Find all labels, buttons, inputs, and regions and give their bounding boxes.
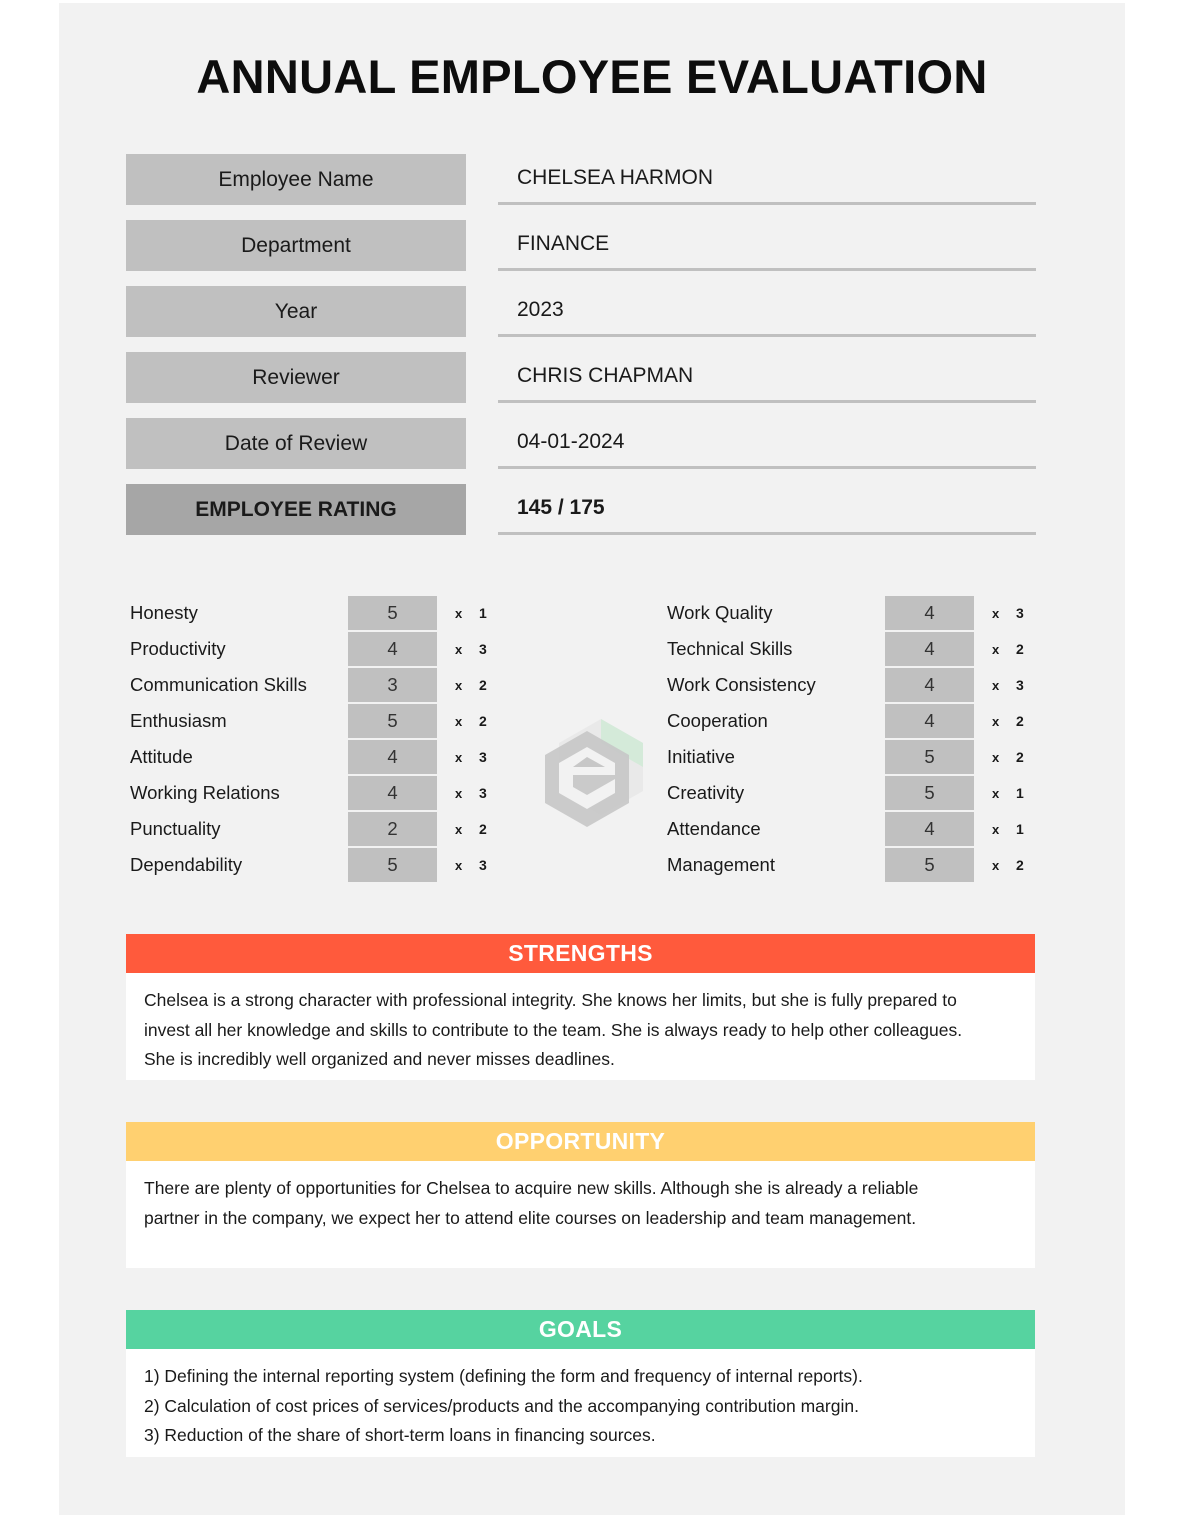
criterion-name: Cooperation [667, 710, 768, 731]
strengths-line: invest all her knowledge and skills to contribute to the team. She is always ready to help other colleagues. [144, 1019, 963, 1040]
criterion-weight: 3 [479, 749, 487, 765]
goal-line: 2) Calculation of cost prices of services/products and the accompanying contribution margin. [144, 1395, 859, 1416]
criterion-score: 4 [348, 632, 437, 666]
year-value: 2023 [498, 286, 1036, 337]
multiplier-sign: x [455, 750, 463, 765]
criterion-name: Work Quality [667, 602, 773, 623]
employee-name-value: CHELSEA HARMON [498, 154, 1036, 205]
multiplier-sign: x [455, 642, 463, 657]
criterion-weight: 3 [479, 785, 487, 801]
criterion-name: Communication Skills [130, 674, 307, 695]
multiplier-sign: x [455, 606, 463, 621]
multiplier-sign: x [455, 678, 463, 693]
criterion-weight: 3 [479, 641, 487, 657]
criterion-score: 5 [885, 776, 974, 810]
reviewer-label: Reviewer [126, 352, 466, 403]
criterion-weight: 3 [1016, 605, 1024, 621]
criterion-name: Dependability [130, 854, 243, 875]
criterion-score: 4 [348, 776, 437, 810]
review-date-value: 04-01-2024 [498, 418, 1036, 469]
multiplier-sign: x [455, 786, 463, 801]
opportunity-text [126, 1161, 1035, 1268]
multiplier-sign: x [455, 858, 463, 873]
criterion-weight: 2 [1016, 641, 1024, 657]
criterion-name: Honesty [130, 602, 198, 623]
opportunity-line: partner in the company, we expect her to attend elite courses on leadership and team management. [144, 1207, 917, 1228]
department-value: FINANCE [498, 220, 1036, 271]
year-label: Year [126, 286, 466, 337]
criterion-score: 4 [885, 632, 974, 666]
strengths-line: Chelsea is a strong character with professional integrity. She knows her limits, but she is fully prepared to [144, 990, 957, 1010]
employee-rating-label: EMPLOYEE RATING [126, 484, 466, 535]
criterion-name: Attitude [130, 746, 193, 767]
criterion-name: Initiative [667, 746, 735, 767]
criterion-score: 4 [348, 740, 437, 774]
criterion-score: 5 [348, 848, 437, 882]
watermark-logo-icon [539, 717, 649, 827]
criterion-score: 2 [348, 812, 437, 846]
criterion-weight: 1 [479, 605, 487, 621]
criterion-score: 5 [348, 704, 437, 738]
criterion-name: Productivity [130, 638, 226, 659]
criterion-score: 4 [885, 596, 974, 630]
strengths-text [126, 973, 1035, 1080]
goal-line: 3) Reduction of the share of short-term loans in financing sources. [144, 1425, 656, 1445]
criterion-weight: 2 [479, 677, 487, 693]
multiplier-sign: x [992, 858, 1000, 873]
multiplier-sign: x [992, 678, 1000, 693]
criterion-name: Enthusiasm [130, 710, 227, 731]
employee-rating-value: 145 / 175 [498, 484, 1036, 535]
criterion-name: Working Relations [130, 782, 280, 803]
evaluation-sheet [59, 3, 1125, 1515]
multiplier-sign: x [992, 714, 1000, 729]
multiplier-sign: x [992, 642, 1000, 657]
criterion-score: 4 [885, 812, 974, 846]
review-date-label: Date of Review [126, 418, 466, 469]
strengths-header: STRENGTHS [126, 934, 1035, 973]
goals-text [126, 1349, 1035, 1457]
criterion-name: Work Consistency [667, 674, 816, 695]
criterion-weight: 3 [479, 857, 487, 873]
goals-header: GOALS [126, 1310, 1035, 1349]
criterion-weight: 2 [1016, 857, 1024, 873]
criterion-weight: 2 [1016, 749, 1024, 765]
criterion-name: Punctuality [130, 818, 221, 839]
criterion-weight: 2 [479, 821, 487, 837]
criterion-weight: 1 [1016, 785, 1024, 801]
page-title: ANNUAL EMPLOYEE EVALUATION [196, 50, 988, 103]
multiplier-sign: x [992, 606, 1000, 621]
criterion-weight: 3 [1016, 677, 1024, 693]
criterion-name: Attendance [667, 818, 761, 839]
goal-line: 1) Defining the internal reporting system (defining the form and frequency of internal reports). [144, 1366, 863, 1386]
criterion-score: 5 [885, 740, 974, 774]
criterion-weight: 1 [1016, 821, 1024, 837]
multiplier-sign: x [992, 786, 1000, 801]
opportunity-line: There are plenty of opportunities for Chelsea to acquire new skills. Although she is already a reliable [144, 1178, 919, 1198]
criterion-score: 5 [348, 596, 437, 630]
criterion-weight: 2 [1016, 713, 1024, 729]
opportunity-header: OPPORTUNITY [126, 1122, 1035, 1161]
multiplier-sign: x [992, 750, 1000, 765]
multiplier-sign: x [455, 714, 463, 729]
employee-name-label: Employee Name [126, 154, 466, 205]
multiplier-sign: x [992, 822, 1000, 837]
criterion-score: 4 [885, 704, 974, 738]
reviewer-value: CHRIS CHAPMAN [498, 352, 1036, 403]
multiplier-sign: x [455, 822, 463, 837]
criterion-name: Creativity [667, 782, 745, 803]
criterion-name: Management [667, 854, 775, 875]
criterion-score: 5 [885, 848, 974, 882]
department-label: Department [126, 220, 466, 271]
criterion-name: Technical Skills [667, 638, 793, 659]
criterion-score: 3 [348, 668, 437, 702]
criterion-weight: 2 [479, 713, 487, 729]
criterion-score: 4 [885, 668, 974, 702]
strengths-line: She is incredibly well organized and never misses deadlines. [144, 1049, 615, 1069]
